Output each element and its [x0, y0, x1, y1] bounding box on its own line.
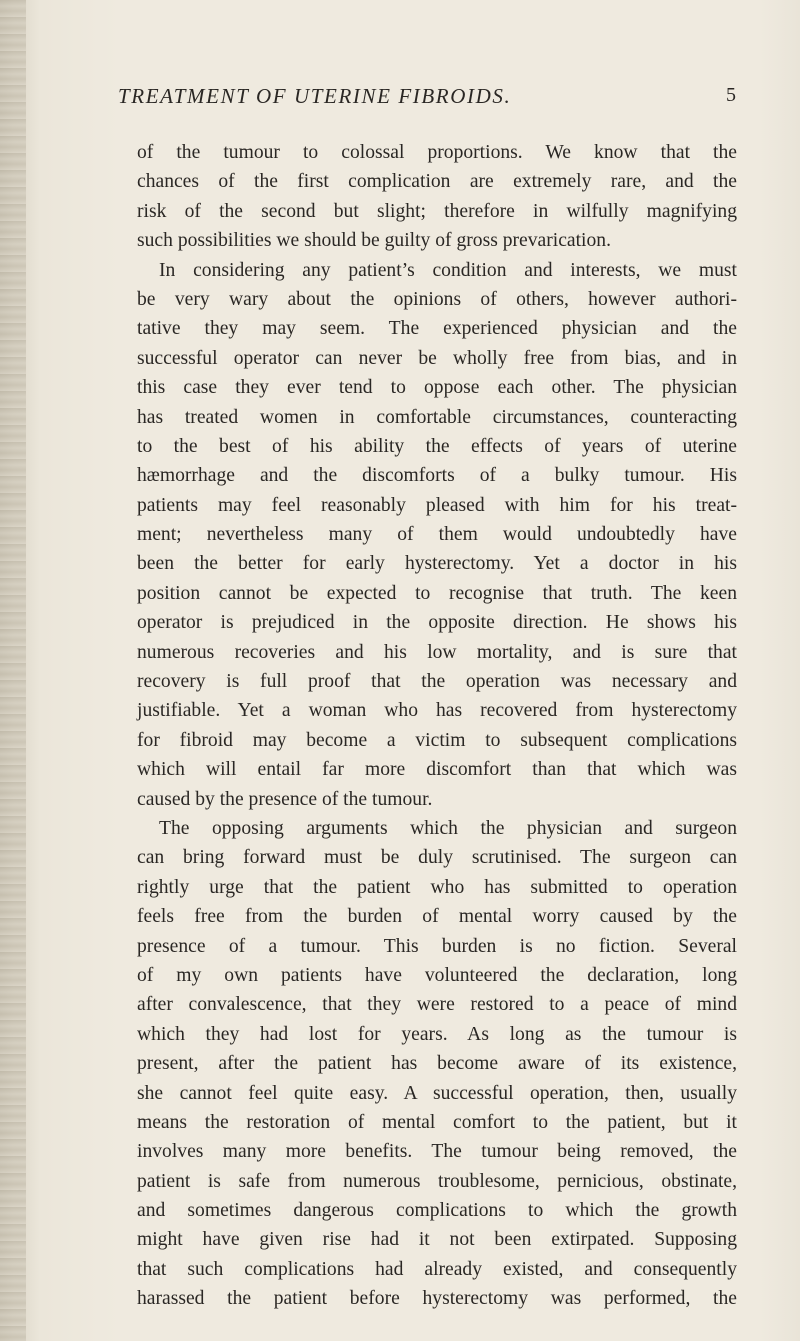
- text-line: this case they ever tend to oppose each other. The physician: [137, 377, 737, 399]
- text-line: caused by the presence of the tumour.: [137, 788, 433, 810]
- text-line: justifiable. Yet a woman who has recovered from hysterectomy: [137, 700, 737, 722]
- running-title: TREATMENT OF UTERINE FIBROIDS.: [118, 84, 512, 108]
- text-line: successful operator can never be wholly free from bias, and in: [137, 347, 737, 369]
- text-line: recovery is full proof that the operation was necessary and: [137, 671, 737, 693]
- text-line: The opposing arguments which the physician and surgeon: [159, 817, 737, 839]
- text-line: chances of the first complication are extremely rare, and the: [137, 171, 737, 193]
- text-line: has treated women in comfortable circumstances, counteracting: [137, 406, 737, 428]
- text-line: which they had lost for years. As long as the tumour is: [137, 1023, 737, 1045]
- text-line: rightly urge that the patient who has submitted to operation: [137, 876, 737, 898]
- text-line: hæmorrhage and the discomforts of a bulky tumour. His: [137, 465, 737, 487]
- text-line: such possibilities we should be guilty of gross prevarication.: [137, 230, 611, 252]
- text-line: of the tumour to colossal proportions. We know that the: [137, 142, 737, 163]
- body-text: [137, 138, 737, 1314]
- text-line: patients may feel reasonably pleased with him for his treat-: [137, 494, 737, 516]
- binding-gutter: [0, 0, 26, 1341]
- page-number: 5: [726, 84, 736, 106]
- text-line: present, after the patient has become aware of its existence,: [137, 1053, 737, 1075]
- text-line: tative they may seem. The experienced physician and the: [137, 318, 737, 340]
- text-line: for fibroid may become a victim to subsequent complications: [137, 729, 737, 751]
- text-line: presence of a tumour. This burden is no fiction. Several: [137, 935, 737, 957]
- text-line: to the best of his ability the effects of years of uterine: [137, 435, 737, 457]
- text-line: position cannot be expected to recognise that truth. The keen: [137, 582, 737, 604]
- text-line: which will entail far more discomfort than that which was: [137, 759, 737, 781]
- text-line: patient is safe from numerous troublesome, pernicious, obstinate,: [137, 1170, 737, 1192]
- text-line: In considering any patient’s condition and interests, we must: [159, 259, 737, 281]
- running-head: [108, 84, 736, 114]
- text-line: means the restoration of mental comfort to the patient, but it: [137, 1111, 737, 1133]
- text-line: she cannot feel quite easy. A successful operation, then, usually: [137, 1082, 737, 1104]
- text-line: involves many more benefits. The tumour being removed, the: [137, 1141, 737, 1163]
- text-line: been the better for early hysterectomy. Yet a doctor in his: [137, 553, 737, 575]
- text-line: risk of the second but slight; therefore in wilfully magnifying: [137, 200, 737, 222]
- text-line: of my own patients have volunteered the declaration, long: [137, 964, 737, 986]
- text-line: can bring forward must be duly scrutinised. The surgeon can: [137, 847, 737, 869]
- text-line: ment; nevertheless many of them would undoubtedly have: [137, 524, 737, 546]
- text-line: numerous recoveries and his low mortality, and is sure that: [137, 641, 737, 663]
- text-line: that such complications had already existed, and consequently: [137, 1258, 737, 1280]
- text-line: after convalescence, that they were restored to a peace of mind: [137, 994, 737, 1016]
- text-line: and sometimes dangerous complications to which the growth: [137, 1200, 737, 1222]
- text-line: operator is prejudiced in the opposite direction. He shows his: [137, 612, 737, 634]
- text-line: be very wary about the opinions of others, however authori-: [137, 288, 737, 310]
- text-line: harassed the patient before hysterectomy was performed, the: [137, 1288, 737, 1310]
- text-line: might have given rise had it not been extirpated. Supposing: [137, 1229, 737, 1251]
- text-line: feels free from the burden of mental worry caused by the: [137, 906, 737, 928]
